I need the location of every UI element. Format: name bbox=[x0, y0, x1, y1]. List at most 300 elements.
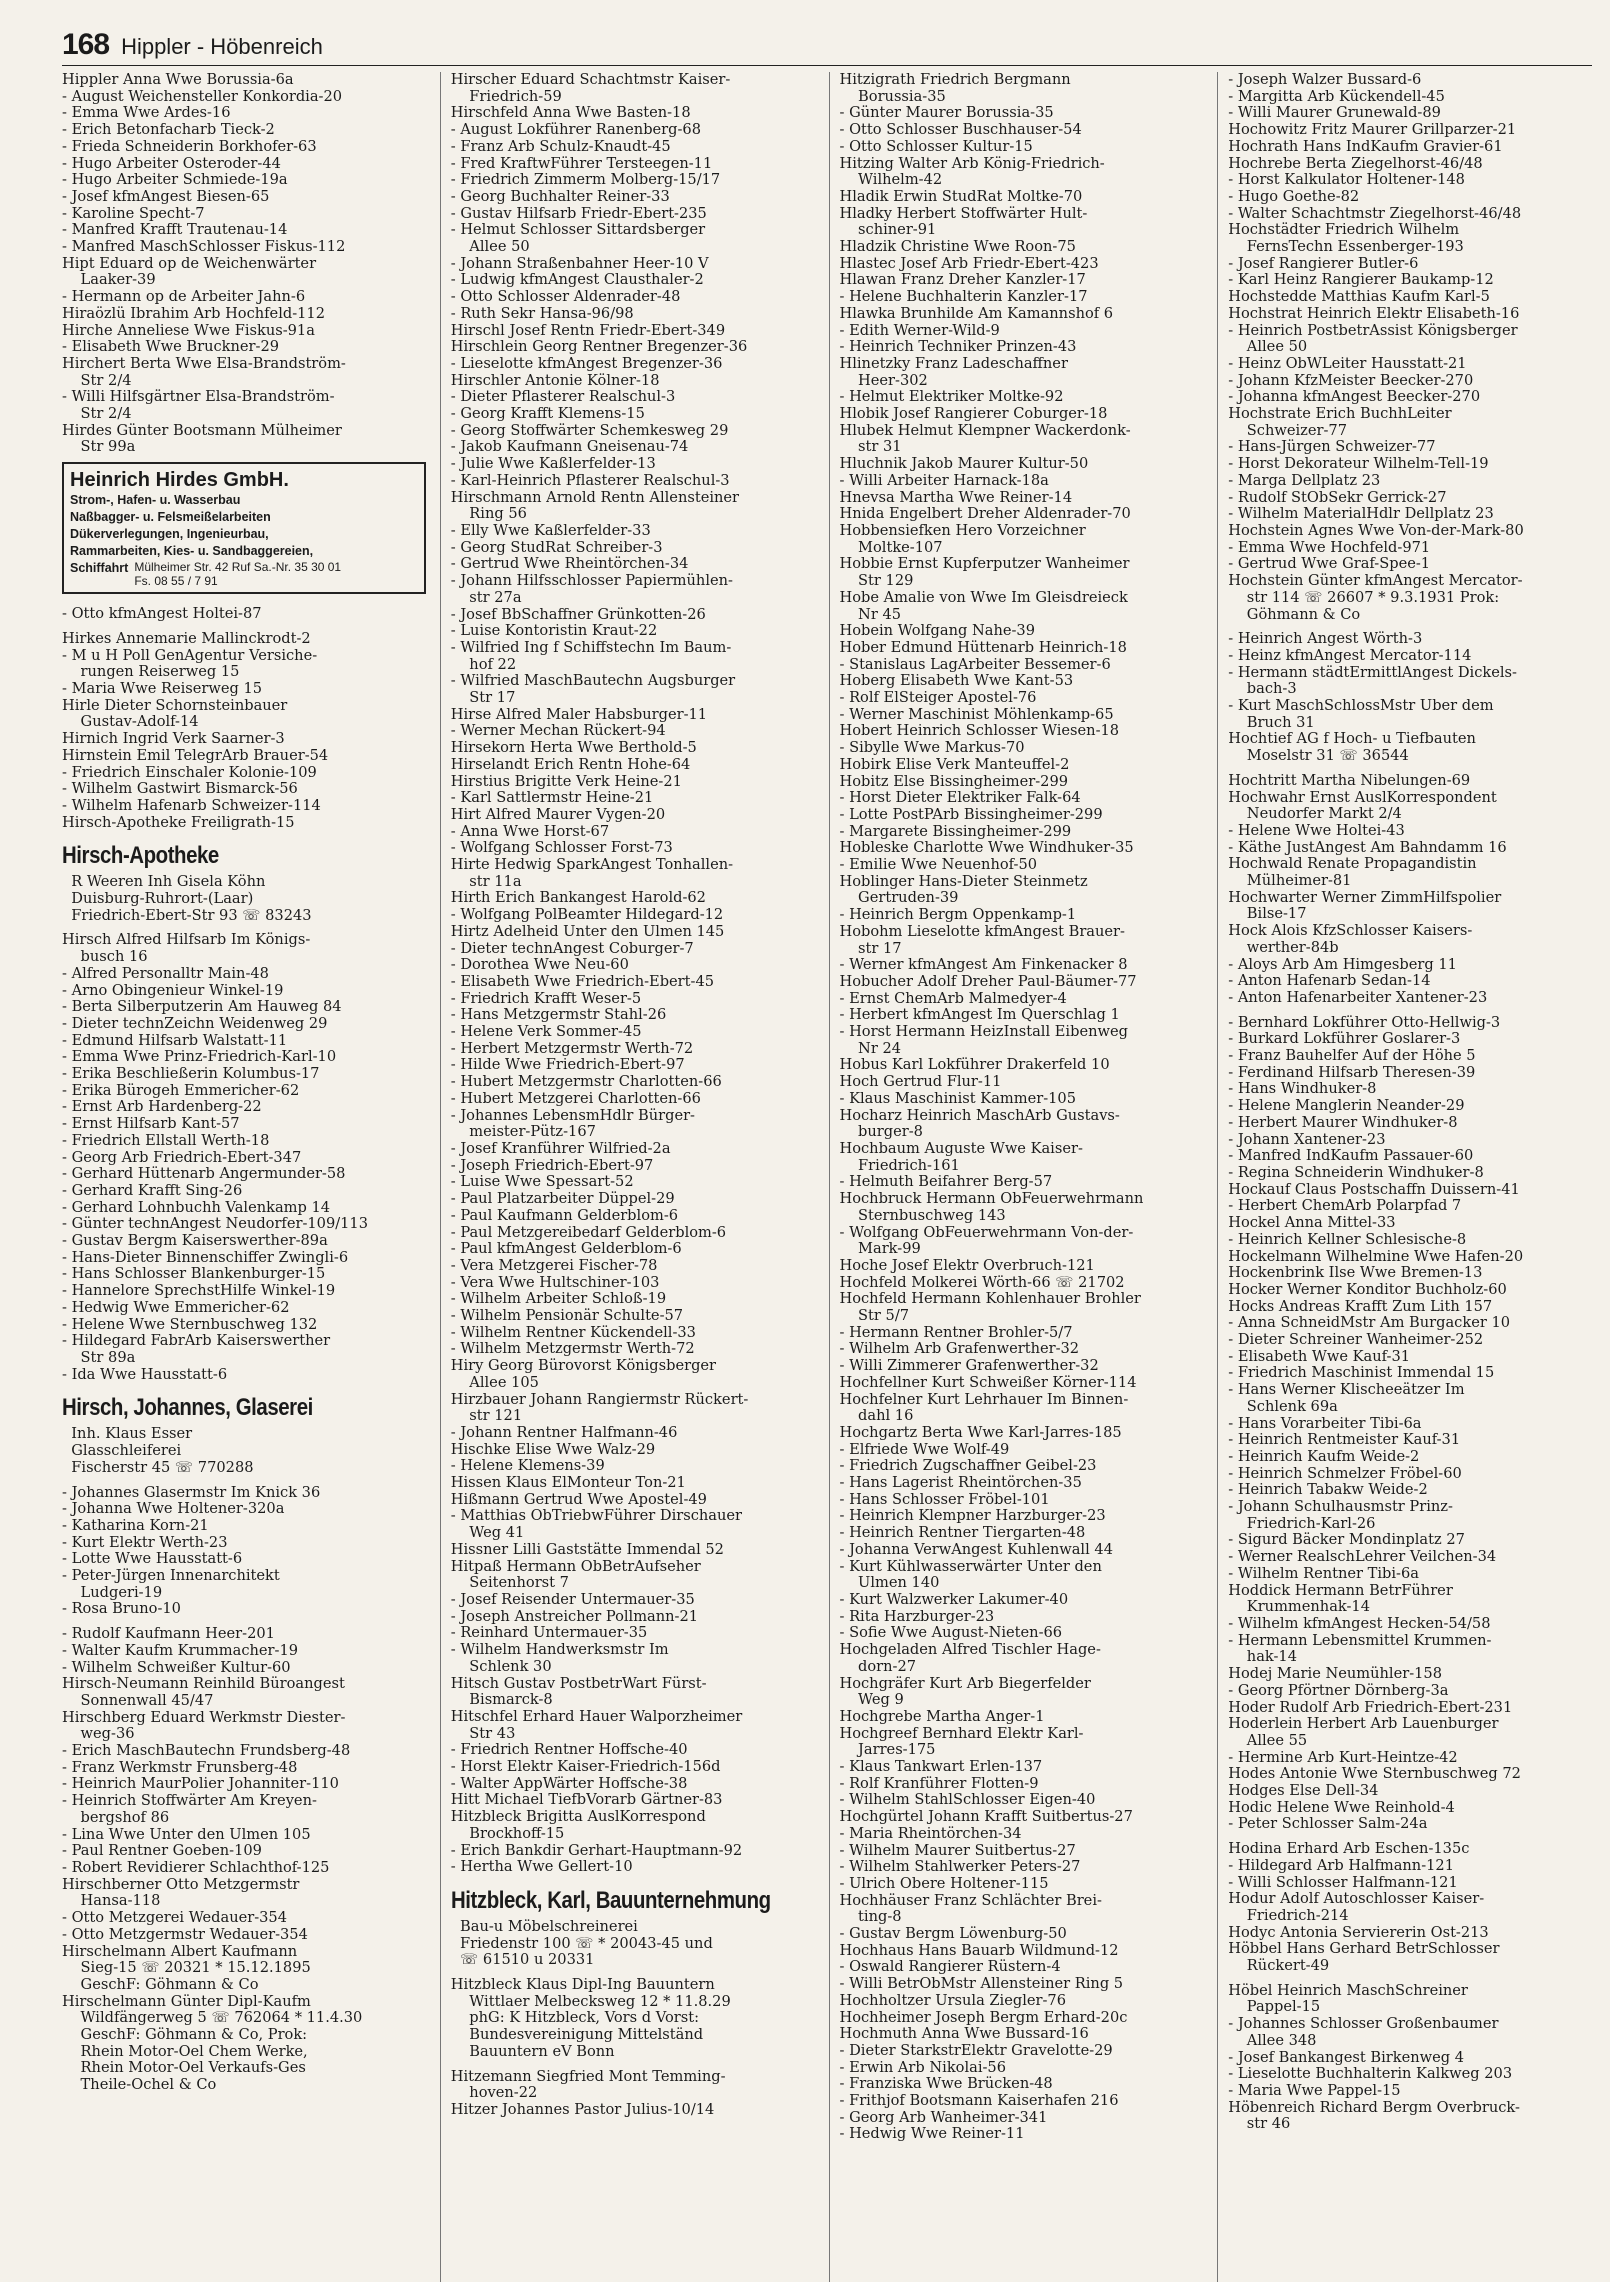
directory-entry: - Anton Hafenarb Sedan-14 bbox=[1228, 973, 1431, 990]
directory-entry: - Willi Maurer Grunewald-89 bbox=[1228, 105, 1441, 122]
directory-entry: Friedrich-214 bbox=[1228, 1907, 1349, 1924]
directory-entry: Hirchert Berta Wwe Elsa-Brandström- bbox=[62, 355, 346, 372]
directory-entry: - Luise Wwe Spessart-52 bbox=[450, 1174, 634, 1191]
directory-entry: - Arno Obingenieur Winkel-19 bbox=[62, 982, 284, 999]
directory-entry: - Bernhard Lokführer Otto-Hellwig-3 bbox=[1228, 1014, 1501, 1031]
directory-entry: Hirnich Ingrid Verk Saarner-3 bbox=[62, 731, 285, 748]
directory-entry: Hochowitz Fritz Maurer Grillparzer-21 bbox=[1228, 122, 1517, 139]
directory-entry: Rückert-49 bbox=[1228, 1958, 1330, 1975]
directory-entry: - Wolfgang PolBeamter Hildegard-12 bbox=[450, 907, 724, 924]
directory-entry: Bilse-17 bbox=[1228, 906, 1307, 923]
directory-entry: Hocks Andreas Krafft Zum Lith 157 bbox=[1228, 1298, 1493, 1315]
directory-entry: - Georg Krafft Klemens-15 bbox=[450, 406, 645, 423]
directory-entry: Inh. Klaus Esser bbox=[62, 1426, 193, 1443]
directory-entry: Hirschfeld Anna Wwe Basten-18 bbox=[450, 105, 691, 122]
directory-entry: Hnevsa Martha Wwe Reiner-14 bbox=[839, 489, 1073, 506]
directory-entry: Hochstrate Erich BuchhLeiter bbox=[1228, 406, 1452, 423]
directory-entry: Gertruden-39 bbox=[839, 890, 959, 907]
directory-entry: - Anna Wwe Horst-67 bbox=[450, 823, 610, 840]
directory-entry: - Johanna Wwe Holtener-320a bbox=[62, 1501, 285, 1518]
directory-entry: Hirschler Antonie Kölner-18 bbox=[450, 372, 660, 389]
directory-entry: Schweizer-77 bbox=[1228, 422, 1347, 439]
directory-entry: Wilhelm-42 bbox=[839, 172, 943, 189]
directory-entry: Friedenstr 100 ☏ * 20043-45 und bbox=[450, 1935, 713, 1952]
directory-entry: Wildfängerweg 5 ☏ 762064 * 11.4.30 bbox=[62, 2010, 363, 2027]
directory-entry: - Lotte Wwe Hausstatt-6 bbox=[62, 1551, 243, 1568]
directory-entry: Weg 9 bbox=[839, 1692, 904, 1709]
directory-entry: Hirschelmann Albert Kaufmann bbox=[62, 1943, 298, 1960]
directory-entry: - Emilie Wwe Neuenhof-50 bbox=[839, 857, 1038, 874]
directory-entry: - Emma Wwe Hochfeld-971 bbox=[1228, 539, 1431, 556]
directory-entry: - Margarete Bissingheimer-299 bbox=[839, 823, 1072, 840]
directory-entry: Hißmann Gertrud Wwe Apostel-49 bbox=[450, 1491, 707, 1508]
directory-entry: - Gerhard Krafft Sing-26 bbox=[62, 1182, 243, 1199]
ad-line: Schiffahrt bbox=[70, 561, 129, 576]
directory-entry: Nr 24 bbox=[839, 1040, 902, 1057]
directory-entry: Hirdes Günter Bootsmann Mülheimer bbox=[62, 422, 342, 439]
directory-entry: - Walter Schachtmstr Ziegelhorst-46/48 bbox=[1228, 205, 1522, 222]
directory-entry: - Günter technAngest Neudorfer-109/113 bbox=[62, 1216, 369, 1233]
directory-entry: Hochfellner Kurt Schweißer Körner-114 bbox=[839, 1374, 1137, 1391]
directory-entry: - Elisabeth Wwe Friedrich-Ebert-45 bbox=[450, 973, 715, 990]
directory-entry: Str 43 bbox=[450, 1725, 516, 1742]
column-3 bbox=[829, 72, 1204, 2282]
directory-entry: - Berta Silberputzerin Am Hauweg 84 bbox=[62, 999, 342, 1016]
directory-entry: - Hugo Arbeiter Schmiede-19a bbox=[62, 172, 288, 189]
directory-entry: Allee 55 bbox=[1228, 1732, 1308, 1749]
directory-entry: - Jakob Kaufmann Gneisenau-74 bbox=[450, 439, 689, 456]
directory-entry bbox=[1228, 1975, 1592, 1983]
directory-entry bbox=[62, 1618, 426, 1626]
entry-list bbox=[451, 72, 815, 1876]
directory-entry: - Rolf ElSteiger Apostel-76 bbox=[839, 690, 1037, 707]
directory-entry: Hirt Alfred Maurer Vygen-20 bbox=[450, 806, 666, 823]
directory-entry: - Lieselotte Buchhalterin Kalkweg 203 bbox=[1228, 2066, 1513, 2083]
directory-entry: - Reinhard Untermauer-35 bbox=[450, 1625, 648, 1642]
directory-entry: str 11a bbox=[450, 873, 522, 890]
directory-entry: - Lotte PostPArb Bissingheimer-299 bbox=[839, 806, 1103, 823]
directory-entry: hoven-22 bbox=[450, 2085, 538, 2102]
directory-entry: - August Weichensteller Konkordia-20 bbox=[62, 88, 343, 105]
directory-entry: - Lina Wwe Unter den Ulmen 105 bbox=[62, 1826, 311, 1843]
directory-entry: - Horst Dekorateur Wilhelm-Tell-19 bbox=[1228, 456, 1489, 473]
directory-entry: - Helene Wwe Sternbuschweg 132 bbox=[62, 1316, 318, 1333]
directory-entry: Schlenk 69a bbox=[1228, 1398, 1338, 1415]
directory-entry: busch 16 bbox=[62, 949, 148, 966]
directory-entry: Hitzbleck Brigitta AuslKorrespond bbox=[450, 1809, 706, 1826]
directory-entry: Str 5/7 bbox=[839, 1308, 910, 1325]
directory-entry: - Heinrich Bergm Oppenkamp-1 bbox=[839, 907, 1077, 924]
directory-entry: - Sofie Wwe August-Nieten-66 bbox=[839, 1625, 1063, 1642]
directory-entry: - Hermann Rentner Brohler-5/7 bbox=[839, 1324, 1073, 1341]
directory-entry: - Hans-Dieter Binnenschiffer Zwingli-6 bbox=[62, 1249, 349, 1266]
directory-entry: - Hubert Metzgerei Charlotten-66 bbox=[450, 1090, 701, 1107]
directory-entry: Hitt Michael TiefbVorarb Gärtner-83 bbox=[450, 1792, 723, 1809]
directory-entry: GeschF: Göhmann & Co, Prok: bbox=[62, 2027, 308, 2044]
directory-entry: str 121 bbox=[450, 1408, 523, 1425]
directory-entry: Hobert Heinrich Schlosser Wiesen-18 bbox=[839, 723, 1120, 740]
directory-entry: Hirschelmann Günter Dipl-Kaufm bbox=[62, 1993, 311, 2010]
directory-entry: - Georg Pförtner Dörnberg-3a bbox=[1228, 1682, 1449, 1699]
entry-list bbox=[840, 72, 1204, 2143]
directory-entry bbox=[1228, 765, 1592, 773]
directory-entry: - Johanna kfmAngest Beecker-270 bbox=[1228, 389, 1481, 406]
directory-entry: - Hermann op de Arbeiter Jahn-6 bbox=[62, 289, 306, 306]
directory-entry: Hockel Anna Mittel-33 bbox=[1228, 1215, 1396, 1232]
directory-entry: Hitzemann Siegfried Mont Temming- bbox=[450, 2068, 726, 2085]
directory-entry: - Rudolf Kaufmann Heer-201 bbox=[62, 1626, 275, 1643]
directory-entry: - Friedrich Zimmerm Molberg-15/17 bbox=[450, 172, 721, 189]
directory-entry: - Johann Schulhausmstr Prinz- bbox=[1228, 1499, 1453, 1516]
directory-entry: Hissen Klaus ElMonteur Ton-21 bbox=[450, 1475, 686, 1492]
directory-entry: - Dorothea Wwe Neu-60 bbox=[450, 957, 629, 974]
directory-entry: - Rosa Bruno-10 bbox=[62, 1601, 181, 1618]
directory-entry: werther-84b bbox=[1228, 939, 1339, 956]
directory-entry: - Werner RealschLehrer Veilchen-34 bbox=[1228, 1549, 1497, 1566]
directory-entry: Moselstr 31 ☏ 36544 bbox=[1228, 748, 1409, 765]
directory-entry: - Hilde Wwe Friedrich-Ebert-97 bbox=[450, 1057, 685, 1074]
directory-entry: - Horst Dieter Elektriker Falk-64 bbox=[839, 790, 1081, 807]
directory-entry: Bauuntern eV Bonn bbox=[450, 2043, 615, 2060]
directory-entry: Hirche Anneliese Wwe Fiskus-91a bbox=[62, 322, 315, 339]
directory-entry: hak-14 bbox=[1228, 1649, 1297, 1666]
ad-line: Rammarbeiten, Kies- u. Sandbaggereien, bbox=[70, 544, 314, 559]
directory-entry: Str 129 bbox=[839, 573, 914, 590]
directory-entry: - Wilhelm Arb Grafenwerther-32 bbox=[839, 1341, 1080, 1358]
directory-entry: GeschF: Göhmann & Co bbox=[62, 1976, 259, 1993]
directory-entry: - Otto Metzgermstr Wedauer-354 bbox=[62, 1926, 308, 1943]
directory-entry: Hochwarter Werner ZimmHilfspolier bbox=[1228, 889, 1502, 906]
directory-entry: Hoch Gertrud Flur-11 bbox=[839, 1074, 1002, 1091]
directory-entry: Hocker Werner Konditor Buchholz-60 bbox=[1228, 1281, 1507, 1298]
directory-entry: Hlobik Josef Rangierer Coburger-18 bbox=[839, 406, 1108, 423]
directory-entry: - Ernst Hilfsarb Kant-57 bbox=[62, 1116, 240, 1133]
directory-entry: bergshof 86 bbox=[62, 1809, 170, 1826]
directory-entry: Hockenbrink Ilse Wwe Bremen-13 bbox=[1228, 1265, 1483, 1282]
directory-entry: Hnida Engelbert Dreher Aldenrader-70 bbox=[839, 506, 1131, 523]
directory-entry: dorn-27 bbox=[839, 1658, 917, 1675]
directory-entry: Allee 50 bbox=[1228, 339, 1308, 356]
directory-entry: - Matthias ObTriebwFührer Dirschauer bbox=[450, 1508, 743, 1525]
directory-entry: Höbenreich Richard Bergm Overbruck- bbox=[1228, 2099, 1520, 2116]
directory-entry: - Helmut Schlosser Sittardsberger bbox=[450, 222, 706, 239]
directory-entry: Hochmuth Anna Wwe Bussard-16 bbox=[839, 2026, 1089, 2043]
directory-entry: - Helene Manglerin Neander-29 bbox=[1228, 1098, 1465, 1115]
directory-entry: - Ida Wwe Hausstatt-6 bbox=[62, 1366, 228, 1383]
directory-entry: Hoddick Hermann BetrFührer bbox=[1228, 1582, 1453, 1599]
ad-address bbox=[134, 560, 341, 588]
directory-entry: - Wilhelm Handwerksmstr Im bbox=[450, 1642, 669, 1659]
directory-entry: Hluchnik Jakob Maurer Kultur-50 bbox=[839, 456, 1089, 473]
directory-entry: - Hans Lagerist Rheintörchen-35 bbox=[839, 1475, 1082, 1492]
directory-entry: - Erich Bankdir Gerhart-Hauptmann-92 bbox=[450, 1842, 743, 1859]
directory-entry: - Helene Buchhalterin Kanzler-17 bbox=[839, 289, 1088, 306]
directory-entry: - Dieter technAngest Coburger-7 bbox=[450, 940, 694, 957]
directory-entry: Hirtz Adelheid Unter den Ulmen 145 bbox=[450, 923, 725, 940]
directory-entry: - Marga Dellplatz 23 bbox=[1228, 472, 1381, 489]
directory-entry: Hirkes Annemarie Mallinckrodt-2 bbox=[62, 630, 311, 647]
directory-entry: Hirschberner Otto Metzgermstr bbox=[62, 1876, 300, 1893]
directory-entry: Hochtief AG f Hoch- u Tiefbauten bbox=[1228, 731, 1476, 748]
entry-list bbox=[451, 1919, 815, 2119]
directory-entry: Bundesvereinigung Mittelständ bbox=[450, 2027, 704, 2044]
business-heading: Hirsch, Johannes, Glaserei bbox=[62, 1394, 313, 1422]
directory-entry: Ulmen 140 bbox=[839, 1575, 940, 1592]
directory-entry: Hirschmann Arnold Rentn Allensteiner bbox=[450, 489, 740, 506]
directory-entry: Hirsekorn Herta Wwe Berthold-5 bbox=[450, 740, 697, 757]
directory-entry: - M u H Poll GenAgentur Versiche- bbox=[62, 647, 318, 664]
directory-entry: FernsTechn Essenberger-193 bbox=[1228, 239, 1464, 256]
directory-entry: - Herbert Maurer Windhuker-8 bbox=[1228, 1114, 1458, 1131]
directory-entry: - Gerhard Hüttenarb Angermunder-58 bbox=[62, 1166, 346, 1183]
directory-entry: Hirselandt Erich Rentn Hohe-64 bbox=[450, 756, 691, 773]
directory-entry: - Josef Bankangest Birkenweg 4 bbox=[1228, 2049, 1465, 2066]
directory-entry: phG: K Hitzbleck, Vors d Vorst: bbox=[450, 2010, 699, 2027]
directory-entry: Mark-99 bbox=[839, 1241, 921, 1258]
directory-entry: Brockhoff-15 bbox=[450, 1825, 565, 1842]
directory-entry: - Hans Metzgermstr Stahl-26 bbox=[450, 1007, 667, 1024]
directory-entry: Glasschleiferei bbox=[62, 1443, 182, 1460]
directory-entry: - Walter Kaufm Krummacher-19 bbox=[62, 1642, 299, 1659]
directory-entry: Gustav-Adolf-14 bbox=[62, 714, 199, 731]
directory-entry bbox=[62, 1477, 426, 1485]
directory-entry: - Stanislaus LagArbeiter Bessemer-6 bbox=[839, 656, 1111, 673]
directory-entry: Hockelmann Wilhelmine Wwe Hafen-20 bbox=[1228, 1248, 1524, 1265]
directory-entry bbox=[451, 1969, 815, 1977]
directory-entry: Hoberg Elisabeth Wwe Kant-53 bbox=[839, 673, 1074, 690]
directory-entry: - Gertrud Wwe Rheintörchen-34 bbox=[450, 556, 689, 573]
directory-entry: - Wilhelm kfmAngest Hecken-54/58 bbox=[1228, 1615, 1491, 1632]
directory-entry: - Rolf Kranführer Flotten-9 bbox=[839, 1775, 1039, 1792]
directory-entry: - Heinrich Angest Wörth-3 bbox=[1228, 631, 1423, 648]
directory-entry: Hochrebe Berta Ziegelhorst-46/48 bbox=[1228, 155, 1483, 172]
directory-entry: - Peter-Jürgen Innenarchitekt bbox=[62, 1568, 280, 1585]
directory-entry: - Helene Verk Sommer-45 bbox=[450, 1024, 642, 1041]
directory-entry: - Heinrich Stoffwärter Am Kreyen- bbox=[62, 1793, 317, 1810]
directory-entry: - Dieter Pflasterer Realschul-3 bbox=[450, 389, 676, 406]
directory-entry: - Burkard Lokführer Goslarer-3 bbox=[1228, 1031, 1461, 1048]
directory-entry: - Georg Buchhalter Reiner-33 bbox=[450, 188, 670, 205]
directory-entry: - Heinz ObWLeiter Hausstatt-21 bbox=[1228, 355, 1467, 372]
ad-line: Naßbagger- u. Felsmeißelarbeiten bbox=[70, 510, 271, 525]
directory-entry: - Wilhelm MaterialHdlr Dellplatz 23 bbox=[1228, 506, 1494, 523]
directory-entry: - Hildegard FabrArb Kaiserswerther bbox=[62, 1333, 331, 1350]
directory-entry: - Hannelore SprechstHilfe Winkel-19 bbox=[62, 1283, 336, 1300]
directory-entry: Moltke-107 bbox=[839, 539, 943, 556]
directory-entry: Borussia-35 bbox=[839, 88, 946, 105]
directory-entry: Hirschberg Eduard Werkmstr Diester- bbox=[62, 1709, 346, 1726]
directory-entry: - Karl-Heinrich Pflasterer Realschul-3 bbox=[450, 472, 730, 489]
directory-entry: Hockauf Claus Postschaffn Duissern-41 bbox=[1228, 1181, 1520, 1198]
directory-entry bbox=[1228, 623, 1592, 631]
directory-entry: - Rita Harzburger-23 bbox=[839, 1608, 995, 1625]
directory-entry: - Kurt Walzwerker Lakumer-40 bbox=[839, 1591, 1069, 1608]
directory-entry: - Klaus Maschinist Kammer-105 bbox=[839, 1090, 1076, 1107]
directory-entry: - Josef Reisender Untermauer-35 bbox=[450, 1591, 695, 1608]
directory-entry: Hobucher Adolf Dreher Paul-Bäumer-77 bbox=[839, 973, 1137, 990]
directory-entry: - Friedrich Einschaler Kolonie-109 bbox=[62, 764, 317, 781]
column-2 bbox=[440, 72, 815, 2282]
directory-entry: - Helene Wwe Holtei-43 bbox=[1228, 822, 1405, 839]
directory-entry: - Heinrich Rentmeister Kauf-31 bbox=[1228, 1432, 1461, 1449]
directory-entry: - Erich Betonfacharb Tieck-2 bbox=[62, 122, 275, 139]
directory-entry: - Herbert kfmAngest Im Querschlag 1 bbox=[839, 1007, 1120, 1024]
directory-entry: - Heinrich Rentner Tiergarten-48 bbox=[839, 1525, 1086, 1542]
directory-entry: - Hedwig Wwe Reiner-11 bbox=[839, 2126, 1025, 2143]
directory-entry: - Ludwig kfmAngest Clausthaler-2 bbox=[450, 272, 704, 289]
directory-entry: Hladik Erwin StudRat Moltke-70 bbox=[839, 188, 1083, 205]
directory-entry: Hiry Georg Bürovorst Königsberger bbox=[450, 1358, 717, 1375]
directory-entry: - Friedrich Maschinist Immendal 15 bbox=[1228, 1365, 1495, 1382]
directory-entry: Hochstein Agnes Wwe Von-der-Mark-80 bbox=[1228, 522, 1524, 539]
directory-entry: Hochbaum Auguste Wwe Kaiser- bbox=[839, 1141, 1083, 1157]
directory-entry: - Hans Windhuker-8 bbox=[1228, 1081, 1377, 1098]
directory-entry: - Margitta Arb Kückendell-45 bbox=[1228, 88, 1445, 105]
directory-entry: - Herbert Metzgermstr Werth-72 bbox=[450, 1040, 694, 1057]
directory-entry: - Heinrich Techniker Prinzen-43 bbox=[839, 339, 1077, 356]
directory-entry: Hirzbauer Johann Rangiermstr Rückert- bbox=[450, 1391, 749, 1408]
directory-entry: Hochhäuser Franz Schlächter Brei- bbox=[839, 1892, 1102, 1909]
directory-entry: - Georg Stoffwärter Schemkesweg 29 bbox=[450, 422, 729, 439]
directory-entry: - Joseph Anstreicher Pollmann-21 bbox=[450, 1608, 699, 1625]
directory-entry: Hochfeld Molkerei Wörth-66 ☏ 21702 bbox=[839, 1274, 1125, 1291]
directory-entry: Hobe Amalie von Wwe Im Gleisdreieck bbox=[839, 589, 1128, 606]
directory-entry: Hoderlein Herbert Arb Lauenburger bbox=[1228, 1716, 1499, 1733]
directory-entry: - Herbert ChemArb Polarpfad 7 bbox=[1228, 1198, 1462, 1215]
page-range: Hippler - Höbenreich bbox=[121, 34, 323, 59]
directory-entry: - Heinrich Tabakw Weide-2 bbox=[1228, 1482, 1428, 1499]
directory-entry: Hlawan Franz Dreher Kanzler-17 bbox=[839, 272, 1086, 289]
directory-entry: - Edmund Hilfsarb Walstatt-11 bbox=[62, 1032, 288, 1049]
directory-entry: Hoder Rudolf Arb Friedrich-Ebert-231 bbox=[1228, 1699, 1513, 1716]
directory-entry: - Wilhelm Metzgermstr Werth-72 bbox=[450, 1341, 695, 1358]
directory-entry: - Franziska Wwe Brücken-48 bbox=[839, 2076, 1053, 2093]
directory-entry: Hock Alois KfzSchlosser Kaisers- bbox=[1228, 923, 1473, 940]
directory-entry: Seitenhorst 7 bbox=[450, 1575, 569, 1592]
directory-entry: - Johann Hilfsschlosser Papiermühlen- bbox=[450, 573, 733, 590]
business-heading: Hirsch-Apotheke bbox=[62, 842, 219, 870]
directory-entry: - Kurt Elektr Werth-23 bbox=[62, 1534, 228, 1551]
directory-entry: - Rudolf StObSekr Gerrick-27 bbox=[1228, 489, 1447, 506]
directory-entry: Hochgürtel Johann Krafft Suitbertus-27 bbox=[839, 1809, 1133, 1826]
directory-entry: - Elisabeth Wwe Bruckner-29 bbox=[62, 339, 280, 356]
directory-entry: - Hermine Arb Kurt-Heintze-42 bbox=[1228, 1749, 1458, 1766]
directory-entry: - Erich MaschBautechn Frundsberg-48 bbox=[62, 1743, 351, 1760]
directory-entry: - Josef Kranführer Wilfried-2a bbox=[450, 1141, 671, 1157]
directory-entry: - Heinrich MaurPolier Johanniter-110 bbox=[62, 1776, 339, 1793]
directory-entry: Hodic Helene Wwe Reinhold-4 bbox=[1228, 1799, 1455, 1816]
directory-entry: - Frieda Schneiderin Borkhofer-63 bbox=[62, 138, 317, 155]
directory-entry: Hochstein Günter kfmAngest Mercator- bbox=[1228, 573, 1523, 590]
entry-list bbox=[62, 606, 426, 831]
directory-entry: Theile-Ochel & Co bbox=[62, 2077, 217, 2094]
directory-entry: Hochgeladen Alfred Tischler Hage- bbox=[839, 1642, 1101, 1659]
directory-entry: - Heinrich Schmelzer Fröbel-60 bbox=[1228, 1465, 1462, 1482]
directory-entry: Hitschfel Erhard Hauer Walporzheimer bbox=[450, 1708, 743, 1725]
directory-entry: - Karl Sattlermstr Heine-21 bbox=[450, 790, 654, 807]
directory-entry: - Wilhelm Maurer Suitbertus-27 bbox=[839, 1842, 1076, 1859]
directory-entry: Hitpaß Hermann ObBetrAufseher bbox=[450, 1558, 701, 1575]
directory-entry: Friedrich-59 bbox=[450, 88, 562, 105]
directory-entry: Hochholtzer Ursula Ziegler-76 bbox=[839, 1992, 1066, 2009]
directory-entry: - Manfred Krafft Trautenau-14 bbox=[62, 222, 288, 239]
directory-entry: Hodej Marie Neumühler-158 bbox=[1228, 1666, 1442, 1683]
directory-entry: Hocharz Heinrich MaschArb Gustavs- bbox=[839, 1107, 1120, 1124]
directory-entry: Sternbuschweg 143 bbox=[839, 1207, 1006, 1224]
directory-entry: - Erika Beschließerin Kolumbus-17 bbox=[62, 1066, 320, 1083]
directory-entry: R Weeren Inh Gisela Köhn bbox=[62, 874, 266, 891]
directory-entry: Hobein Wolfgang Nahe-39 bbox=[839, 623, 1035, 640]
directory-entry: Hirsch Alfred Hilfsarb Im Königs- bbox=[62, 932, 311, 949]
directory-entry: Hochwald Renate Propagandistin bbox=[1228, 856, 1477, 873]
directory-entry: - Helene Klemens-39 bbox=[450, 1458, 605, 1475]
directory-entry: - Friedrich Krafft Weser-5 bbox=[450, 990, 642, 1007]
directory-entry: - Johann KfzMeister Beecker-270 bbox=[1228, 372, 1474, 389]
directory-entry: Hochwahr Ernst AuslKorrespondent bbox=[1228, 789, 1497, 806]
directory-entry: - Ernst ChemArb Malmedyer-4 bbox=[839, 990, 1067, 1007]
directory-entry: weg-36 bbox=[62, 1726, 135, 1743]
directory-entry: - Elisabeth Wwe Kauf-31 bbox=[1228, 1348, 1411, 1365]
directory-entry: - Gerhard Lohnbuchh Valenkamp 14 bbox=[62, 1199, 331, 1216]
directory-entry: Hochgreef Bernhard Elektr Karl- bbox=[839, 1725, 1084, 1742]
directory-entry: str 46 bbox=[1228, 2116, 1291, 2133]
directory-entry: - Gustav Hilfsarb Friedr-Ebert-235 bbox=[450, 205, 707, 222]
advertisement-box bbox=[62, 462, 426, 594]
directory-entry: - Werner Mechan Rückert-94 bbox=[450, 723, 666, 740]
directory-entry: - Luise Kontoristin Kraut-22 bbox=[450, 623, 658, 640]
entry-list bbox=[62, 1426, 426, 2093]
directory-entry: Hodur Adolf Autoschlosser Kaiser- bbox=[1228, 1891, 1485, 1908]
directory-entry: - Maria Wwe Pappel-15 bbox=[1228, 2082, 1401, 2099]
directory-entry: Hiraözlü Ibrahim Arb Hochfeld-112 bbox=[62, 305, 325, 322]
directory-entry: Hitzing Walter Arb König-Friedrich- bbox=[839, 155, 1105, 172]
directory-entry: - Wilhelm Hafenarb Schweizer-114 bbox=[62, 797, 321, 814]
directory-entry: - Heinrich PostbetrAssist Königsberger bbox=[1228, 322, 1518, 339]
directory-entry: - Peter Schlosser Salm-24a bbox=[1228, 1816, 1428, 1833]
directory-entry: str 17 bbox=[839, 940, 902, 957]
directory-entry: - Wilhelm Pensionär Schulte-57 bbox=[450, 1308, 684, 1325]
directory-entry: - Gertrud Wwe Graf-Spee-1 bbox=[1228, 556, 1431, 573]
directory-entry: Nr 45 bbox=[839, 606, 902, 623]
directory-entry: str 27a bbox=[450, 589, 522, 606]
directory-entry: - Kurt Kühlwasserwärter Unter den bbox=[839, 1558, 1102, 1575]
directory-entry: - Hedwig Wwe Emmericher-62 bbox=[62, 1299, 290, 1316]
directory-entry: - Käthe JustAngest Am Bahndamm 16 bbox=[1228, 839, 1507, 856]
directory-entry: - Emma Wwe Ardes-16 bbox=[62, 105, 231, 122]
directory-entry: Hoblinger Hans-Dieter Steinmetz bbox=[839, 873, 1088, 890]
directory-entry: - Wilhelm Arbeiter Schloß-19 bbox=[450, 1291, 667, 1308]
directory-entry: - Hildegard Arb Halfmann-121 bbox=[1228, 1857, 1454, 1874]
directory-entry: - Manfred IndKaufm Passauer-60 bbox=[1228, 1148, 1474, 1165]
ad-footer bbox=[70, 560, 418, 588]
directory-entry: burger-8 bbox=[839, 1124, 923, 1141]
directory-entry: - Kurt MaschSchlossMstr Über dem bbox=[1228, 698, 1494, 715]
directory-entry: - Willi Schlosser Halfmann-121 bbox=[1228, 1874, 1458, 1891]
directory-entry: - Georg Arb Wanheimer-341 bbox=[839, 2109, 1048, 2126]
directory-entry: str 31 bbox=[839, 439, 902, 456]
directory-entry: - Hugo Goethe-82 bbox=[1228, 188, 1360, 205]
directory-entry: Hansa-118 bbox=[62, 1893, 161, 1910]
directory-entry: Allee 50 bbox=[450, 239, 530, 256]
page-header bbox=[62, 28, 1592, 66]
directory-entry: - Horst Kalkulator Holtener-148 bbox=[1228, 172, 1465, 189]
directory-entry: Str 17 bbox=[450, 690, 516, 707]
directory-entry: Str 2/4 bbox=[62, 372, 132, 389]
ad-line: Dükerverlegungen, Ingenieurbau, bbox=[70, 527, 269, 542]
directory-entry: Hipt Eduard op de Weichenwärter bbox=[62, 255, 317, 272]
directory-entry: - Helmuth Beifahrer Berg-57 bbox=[839, 1174, 1053, 1191]
directory-entry bbox=[1228, 1833, 1592, 1841]
